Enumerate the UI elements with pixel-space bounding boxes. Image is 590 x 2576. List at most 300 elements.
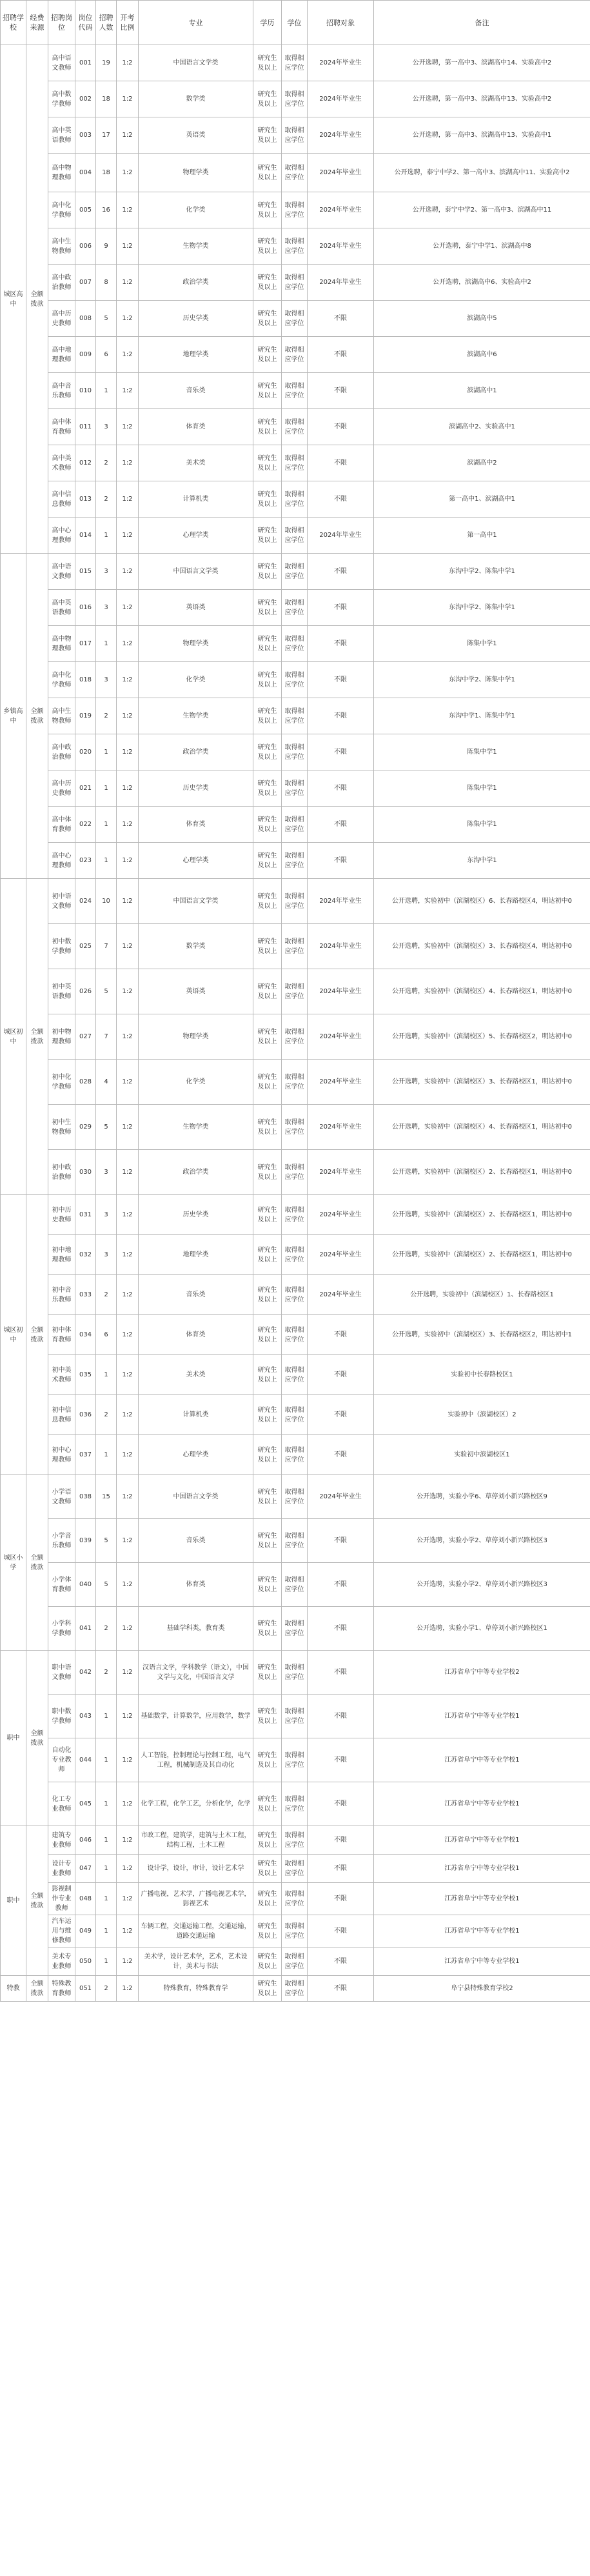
edu-cell: 研究生及以上: [253, 1195, 282, 1235]
count-cell: 7: [96, 1014, 117, 1060]
code-cell: 002: [75, 81, 96, 117]
ratio-cell: 1:2: [117, 1060, 139, 1105]
target-cell: 不限: [308, 1855, 374, 1883]
target-cell: 不限: [308, 734, 374, 770]
post-cell: 自动化专业教师: [48, 1738, 75, 1782]
edu-cell: 研究生及以上: [253, 879, 282, 924]
edu-cell: 研究生及以上: [253, 1105, 282, 1150]
edu-cell: 研究生及以上: [253, 1563, 282, 1607]
target-cell: 不限: [308, 590, 374, 626]
count-cell: 3: [96, 1150, 117, 1195]
count-cell: 5: [96, 969, 117, 1014]
note-cell: 公开选聘，实验小学6、草停刘小新兴路校区9: [374, 1475, 590, 1519]
ratio-cell: 1:2: [117, 770, 139, 807]
edu-cell: 研究生及以上: [253, 228, 282, 265]
header-funding: 经费来源: [26, 1, 48, 45]
major-cell: 英语类: [139, 969, 253, 1014]
edu-cell: 研究生及以上: [253, 518, 282, 554]
edu-cell: 研究生及以上: [253, 154, 282, 192]
table-row: [1, 192, 590, 228]
post-cell: 高中音乐教师: [48, 373, 75, 409]
edu-cell: 研究生及以上: [253, 81, 282, 117]
code-cell: 040: [75, 1563, 96, 1607]
note-cell: 第一高中1: [374, 518, 590, 554]
code-cell: 023: [75, 843, 96, 879]
degree-cell: 取得相应学位: [282, 554, 308, 590]
target-cell: 2024年毕业生: [308, 1195, 374, 1235]
post-cell: 高中体育教师: [48, 807, 75, 843]
ratio-cell: 1:2: [117, 192, 139, 228]
major-cell: 心理学类: [139, 518, 253, 554]
count-cell: 16: [96, 192, 117, 228]
note-cell: 公开选聘，实验小学2、草停刘小新兴路校区3: [374, 1519, 590, 1563]
edu-cell: 研究生及以上: [253, 590, 282, 626]
note-cell: 公开选聘，实验小学2、草停刘小新兴路校区3: [374, 1563, 590, 1607]
target-cell: 2024年毕业生: [308, 117, 374, 154]
target-cell: 2024年毕业生: [308, 1060, 374, 1105]
major-cell: 中国语言文学类: [139, 1475, 253, 1519]
ratio-cell: 1:2: [117, 807, 139, 843]
degree-cell: 取得相应学位: [282, 662, 308, 698]
edu-cell: 研究生及以上: [253, 1826, 282, 1855]
code-cell: 048: [75, 1883, 96, 1915]
note-cell: 公开选聘，第一高中3、滨湖高中14、实验高中2: [374, 45, 590, 81]
ratio-cell: 1:2: [117, 1395, 139, 1435]
count-cell: 2: [96, 481, 117, 518]
ratio-cell: 1:2: [117, 662, 139, 698]
ratio-cell: 1:2: [117, 154, 139, 192]
table-row: [1, 554, 590, 590]
count-cell: 1: [96, 1355, 117, 1395]
table-row: [1, 1695, 590, 1738]
count-cell: 1: [96, 1883, 117, 1915]
post-cell: 高中化学教师: [48, 662, 75, 698]
target-cell: 不限: [308, 1435, 374, 1475]
target-cell: 2024年毕业生: [308, 154, 374, 192]
table-row: [1, 154, 590, 192]
degree-cell: 取得相应学位: [282, 1855, 308, 1883]
ratio-cell: 1:2: [117, 228, 139, 265]
count-cell: 2: [96, 1976, 117, 2002]
code-cell: 046: [75, 1826, 96, 1855]
edu-cell: 研究生及以上: [253, 662, 282, 698]
count-cell: 1: [96, 1695, 117, 1738]
note-cell: 滨湖高中5: [374, 301, 590, 337]
ratio-cell: 1:2: [117, 1475, 139, 1519]
major-cell: 历史学类: [139, 770, 253, 807]
code-cell: 050: [75, 1947, 96, 1976]
target-cell: 不限: [308, 1976, 374, 2002]
edu-cell: 研究生及以上: [253, 924, 282, 969]
code-cell: 036: [75, 1395, 96, 1435]
code-cell: 010: [75, 373, 96, 409]
degree-cell: 取得相应学位: [282, 301, 308, 337]
code-cell: 001: [75, 45, 96, 81]
funding-cell: 全额拨款: [26, 1475, 48, 1651]
code-cell: 045: [75, 1782, 96, 1826]
count-cell: 1: [96, 770, 117, 807]
degree-cell: 取得相应学位: [282, 81, 308, 117]
note-cell: 阜宁县特殊教育学校2: [374, 1976, 590, 2002]
degree-cell: 取得相应学位: [282, 807, 308, 843]
major-cell: 音乐类: [139, 373, 253, 409]
code-cell: 022: [75, 807, 96, 843]
degree-cell: 取得相应学位: [282, 1150, 308, 1195]
post-cell: 初中心理教师: [48, 1435, 75, 1475]
code-cell: 042: [75, 1651, 96, 1695]
count-cell: 3: [96, 662, 117, 698]
code-cell: 043: [75, 1695, 96, 1738]
target-cell: 不限: [308, 1607, 374, 1651]
major-cell: 化学类: [139, 662, 253, 698]
post-cell: 小学科学教师: [48, 1607, 75, 1651]
table-row: [1, 1060, 590, 1105]
target-cell: 2024年毕业生: [308, 1150, 374, 1195]
major-cell: 心理学类: [139, 843, 253, 879]
ratio-cell: 1:2: [117, 301, 139, 337]
target-cell: 2024年毕业生: [308, 1475, 374, 1519]
major-cell: 生物学类: [139, 228, 253, 265]
major-cell: 物理学类: [139, 154, 253, 192]
edu-cell: 研究生及以上: [253, 1275, 282, 1315]
post-cell: 初中地理教师: [48, 1235, 75, 1275]
edu-cell: 研究生及以上: [253, 807, 282, 843]
ratio-cell: 1:2: [117, 969, 139, 1014]
note-cell: 公开选聘，实验初中（滨湖校区）6、长春路校区4，明达初中0: [374, 879, 590, 924]
code-cell: 007: [75, 265, 96, 301]
table-row: [1, 45, 590, 81]
major-cell: 物理学类: [139, 1014, 253, 1060]
code-cell: 041: [75, 1607, 96, 1651]
code-cell: 004: [75, 154, 96, 192]
edu-cell: 研究生及以上: [253, 1855, 282, 1883]
code-cell: 047: [75, 1855, 96, 1883]
degree-cell: 取得相应学位: [282, 265, 308, 301]
table-body: [1, 45, 590, 2002]
post-cell: 高中心理教师: [48, 843, 75, 879]
edu-cell: 研究生及以上: [253, 1947, 282, 1976]
school-cell: 职中: [1, 1826, 26, 1976]
target-cell: 不限: [308, 409, 374, 445]
table-row: [1, 117, 590, 154]
degree-cell: 取得相应学位: [282, 228, 308, 265]
ratio-cell: 1:2: [117, 1947, 139, 1976]
count-cell: 5: [96, 1105, 117, 1150]
table-row: [1, 1275, 590, 1315]
code-cell: 017: [75, 626, 96, 662]
target-cell: 不限: [308, 626, 374, 662]
edu-cell: 研究生及以上: [253, 969, 282, 1014]
target-cell: 不限: [308, 698, 374, 734]
target-cell: 不限: [308, 1519, 374, 1563]
ratio-cell: 1:2: [117, 373, 139, 409]
edu-cell: 研究生及以上: [253, 1607, 282, 1651]
table-row: [1, 590, 590, 626]
edu-cell: 研究生及以上: [253, 1150, 282, 1195]
table-row: [1, 807, 590, 843]
note-cell: 实验初中滨湖校区1: [374, 1435, 590, 1475]
major-cell: 历史学类: [139, 1195, 253, 1235]
count-cell: 1: [96, 1782, 117, 1826]
table-row: [1, 1826, 590, 1855]
code-cell: 049: [75, 1915, 96, 1947]
edu-cell: 研究生及以上: [253, 698, 282, 734]
edu-cell: 研究生及以上: [253, 192, 282, 228]
ratio-cell: 1:2: [117, 1150, 139, 1195]
post-cell: 建筑专业教师: [48, 1826, 75, 1855]
count-cell: 1: [96, 1915, 117, 1947]
degree-cell: 取得相应学位: [282, 1060, 308, 1105]
degree-cell: 取得相应学位: [282, 1315, 308, 1355]
table-row: [1, 1607, 590, 1651]
post-cell: 高中英语教师: [48, 117, 75, 154]
edu-cell: 研究生及以上: [253, 1651, 282, 1695]
post-cell: 高中地理教师: [48, 337, 75, 373]
edu-cell: 研究生及以上: [253, 337, 282, 373]
degree-cell: 取得相应学位: [282, 373, 308, 409]
ratio-cell: 1:2: [117, 518, 139, 554]
target-cell: 2024年毕业生: [308, 924, 374, 969]
degree-cell: 取得相应学位: [282, 1883, 308, 1915]
table-row: [1, 1976, 590, 2002]
code-cell: 033: [75, 1275, 96, 1315]
degree-cell: 取得相应学位: [282, 1519, 308, 1563]
edu-cell: 研究生及以上: [253, 1976, 282, 2002]
note-cell: 陈集中学1: [374, 734, 590, 770]
table-row: [1, 1855, 590, 1883]
table-row: [1, 1435, 590, 1475]
table-row: [1, 924, 590, 969]
code-cell: 028: [75, 1060, 96, 1105]
table-row: [1, 879, 590, 924]
degree-cell: 取得相应学位: [282, 409, 308, 445]
table-row: [1, 626, 590, 662]
school-cell: 特教: [1, 1976, 26, 2002]
edu-cell: 研究生及以上: [253, 843, 282, 879]
post-cell: 高中生物教师: [48, 698, 75, 734]
edu-cell: 研究生及以上: [253, 301, 282, 337]
post-cell: 高中心理教师: [48, 518, 75, 554]
code-cell: 024: [75, 879, 96, 924]
table-row: [1, 698, 590, 734]
count-cell: 1: [96, 1826, 117, 1855]
count-cell: 18: [96, 81, 117, 117]
major-cell: 美术学，设计艺术学，艺术，艺术设计，美术与书法: [139, 1947, 253, 1976]
table-row: [1, 445, 590, 481]
table-row: [1, 1738, 590, 1782]
note-cell: 江苏省阜宁中等专业学校2: [374, 1651, 590, 1695]
ratio-cell: 1:2: [117, 1235, 139, 1275]
header-target: 招聘对象: [308, 1, 374, 45]
target-cell: 不限: [308, 1826, 374, 1855]
post-cell: 高中物理教师: [48, 154, 75, 192]
target-cell: 不限: [308, 373, 374, 409]
note-cell: 实验初中（滨湖校区）2: [374, 1395, 590, 1435]
note-cell: 滨湖高中2: [374, 445, 590, 481]
post-cell: 高中历史教师: [48, 301, 75, 337]
target-cell: 2024年毕业生: [308, 228, 374, 265]
major-cell: 人工智能，控制理论与控制工程，电气工程，机械制造及其自动化: [139, 1738, 253, 1782]
ratio-cell: 1:2: [117, 45, 139, 81]
major-cell: 计算机类: [139, 1395, 253, 1435]
post-cell: 高中数学教师: [48, 81, 75, 117]
count-cell: 2: [96, 445, 117, 481]
degree-cell: 取得相应学位: [282, 1355, 308, 1395]
count-cell: 10: [96, 879, 117, 924]
table-row: [1, 1475, 590, 1519]
degree-cell: 取得相应学位: [282, 1395, 308, 1435]
post-cell: 初中数学教师: [48, 924, 75, 969]
edu-cell: 研究生及以上: [253, 1014, 282, 1060]
note-cell: 陈集中学1: [374, 807, 590, 843]
major-cell: 计算机类: [139, 481, 253, 518]
table-row: [1, 1947, 590, 1976]
header-row: [1, 1, 590, 45]
count-cell: 8: [96, 265, 117, 301]
note-cell: 陈集中学1: [374, 626, 590, 662]
table-row: [1, 228, 590, 265]
funding-cell: 全额拨款: [26, 1651, 48, 1826]
header-code: 岗位代码: [75, 1, 96, 45]
ratio-cell: 1:2: [117, 734, 139, 770]
note-cell: 公开选聘，实验初中（滨湖校区）1、长春路校区1: [374, 1275, 590, 1315]
major-cell: 地理学类: [139, 1235, 253, 1275]
note-cell: 江苏省阜宁中等专业学校1: [374, 1695, 590, 1738]
ratio-cell: 1:2: [117, 265, 139, 301]
degree-cell: 取得相应学位: [282, 481, 308, 518]
code-cell: 034: [75, 1315, 96, 1355]
note-cell: 江苏省阜宁中等专业学校1: [374, 1782, 590, 1826]
major-cell: 体育类: [139, 1315, 253, 1355]
degree-cell: 取得相应学位: [282, 1782, 308, 1826]
count-cell: 1: [96, 734, 117, 770]
ratio-cell: 1:2: [117, 1738, 139, 1782]
count-cell: 1: [96, 518, 117, 554]
ratio-cell: 1:2: [117, 481, 139, 518]
count-cell: 5: [96, 1519, 117, 1563]
edu-cell: 研究生及以上: [253, 373, 282, 409]
note-cell: 公开选聘，实验初中（滨湖校区）3、长春路校区4，明达初中0: [374, 924, 590, 969]
major-cell: 生物学类: [139, 698, 253, 734]
edu-cell: 研究生及以上: [253, 1883, 282, 1915]
degree-cell: 取得相应学位: [282, 590, 308, 626]
edu-cell: 研究生及以上: [253, 265, 282, 301]
header-major: 专业: [139, 1, 253, 45]
note-cell: 陈集中学1: [374, 770, 590, 807]
post-cell: 高中物理教师: [48, 626, 75, 662]
target-cell: 2024年毕业生: [308, 969, 374, 1014]
count-cell: 2: [96, 1607, 117, 1651]
note-cell: 江苏省阜宁中等专业学校1: [374, 1826, 590, 1855]
major-cell: 地理学类: [139, 337, 253, 373]
code-cell: 014: [75, 518, 96, 554]
funding-cell: 全额拨款: [26, 1195, 48, 1475]
code-cell: 020: [75, 734, 96, 770]
target-cell: 不限: [308, 770, 374, 807]
target-cell: 不限: [308, 1563, 374, 1607]
degree-cell: 取得相应学位: [282, 518, 308, 554]
major-cell: 中国语言文学类: [139, 554, 253, 590]
post-cell: 影视制作专业教师: [48, 1883, 75, 1915]
note-cell: 东沟中学2、陈集中学1: [374, 590, 590, 626]
post-cell: 初中美术教师: [48, 1355, 75, 1395]
post-cell: 高中语文教师: [48, 554, 75, 590]
target-cell: 2024年毕业生: [308, 1105, 374, 1150]
post-cell: 初中政治教师: [48, 1150, 75, 1195]
ratio-cell: 1:2: [117, 879, 139, 924]
count-cell: 1: [96, 1435, 117, 1475]
header-note: 备注: [374, 1, 590, 45]
ratio-cell: 1:2: [117, 1915, 139, 1947]
target-cell: 不限: [308, 1395, 374, 1435]
major-cell: 中国语言文学类: [139, 879, 253, 924]
ratio-cell: 1:2: [117, 1195, 139, 1235]
degree-cell: 取得相应学位: [282, 1947, 308, 1976]
degree-cell: 取得相应学位: [282, 1826, 308, 1855]
degree-cell: 取得相应学位: [282, 734, 308, 770]
note-cell: 江苏省阜宁中等专业学校1: [374, 1738, 590, 1782]
major-cell: 英语类: [139, 590, 253, 626]
degree-cell: 取得相应学位: [282, 924, 308, 969]
edu-cell: 研究生及以上: [253, 770, 282, 807]
target-cell: 不限: [308, 445, 374, 481]
table-row: [1, 770, 590, 807]
major-cell: 数学类: [139, 924, 253, 969]
post-cell: 小学体育教师: [48, 1563, 75, 1607]
count-cell: 7: [96, 924, 117, 969]
edu-cell: 研究生及以上: [253, 409, 282, 445]
table-row: [1, 734, 590, 770]
target-cell: 不限: [308, 1915, 374, 1947]
post-cell: 高中化学教师: [48, 192, 75, 228]
degree-cell: 取得相应学位: [282, 1607, 308, 1651]
note-cell: 公开选聘，实验初中（滨湖校区）4、长春路校区1，明达初中0: [374, 1105, 590, 1150]
code-cell: 018: [75, 662, 96, 698]
code-cell: 029: [75, 1105, 96, 1150]
post-cell: 职中语文教师: [48, 1651, 75, 1695]
count-cell: 3: [96, 554, 117, 590]
post-cell: 特殊教育教师: [48, 1976, 75, 2002]
target-cell: 不限: [308, 1695, 374, 1738]
note-cell: 江苏省阜宁中等专业学校1: [374, 1947, 590, 1976]
ratio-cell: 1:2: [117, 1826, 139, 1855]
major-cell: 体育类: [139, 807, 253, 843]
ratio-cell: 1:2: [117, 1105, 139, 1150]
target-cell: 不限: [308, 1947, 374, 1976]
target-cell: 2024年毕业生: [308, 879, 374, 924]
post-cell: 初中英语教师: [48, 969, 75, 1014]
major-cell: 体育类: [139, 1563, 253, 1607]
code-cell: 019: [75, 698, 96, 734]
count-cell: 1: [96, 1738, 117, 1782]
count-cell: 1: [96, 1947, 117, 1976]
target-cell: 2024年毕业生: [308, 265, 374, 301]
header-ratio: 开考比例: [117, 1, 139, 45]
code-cell: 038: [75, 1475, 96, 1519]
funding-cell: 全额拨款: [26, 554, 48, 879]
count-cell: 6: [96, 337, 117, 373]
code-cell: 037: [75, 1435, 96, 1475]
note-cell: 公开选聘，实验初中（滨湖校区）2、长春路校区1，明达初中0: [374, 1235, 590, 1275]
note-cell: 公开选聘，泰宁中学2、第一高中3、滨湖高中11: [374, 192, 590, 228]
ratio-cell: 1:2: [117, 698, 139, 734]
ratio-cell: 1:2: [117, 1563, 139, 1607]
note-cell: 公开选聘，实验初中（滨湖校区）4、长春路校区1，明达初中0: [374, 969, 590, 1014]
target-cell: 不限: [308, 337, 374, 373]
post-cell: 高中英语教师: [48, 590, 75, 626]
target-cell: 不限: [308, 807, 374, 843]
degree-cell: 取得相应学位: [282, 879, 308, 924]
